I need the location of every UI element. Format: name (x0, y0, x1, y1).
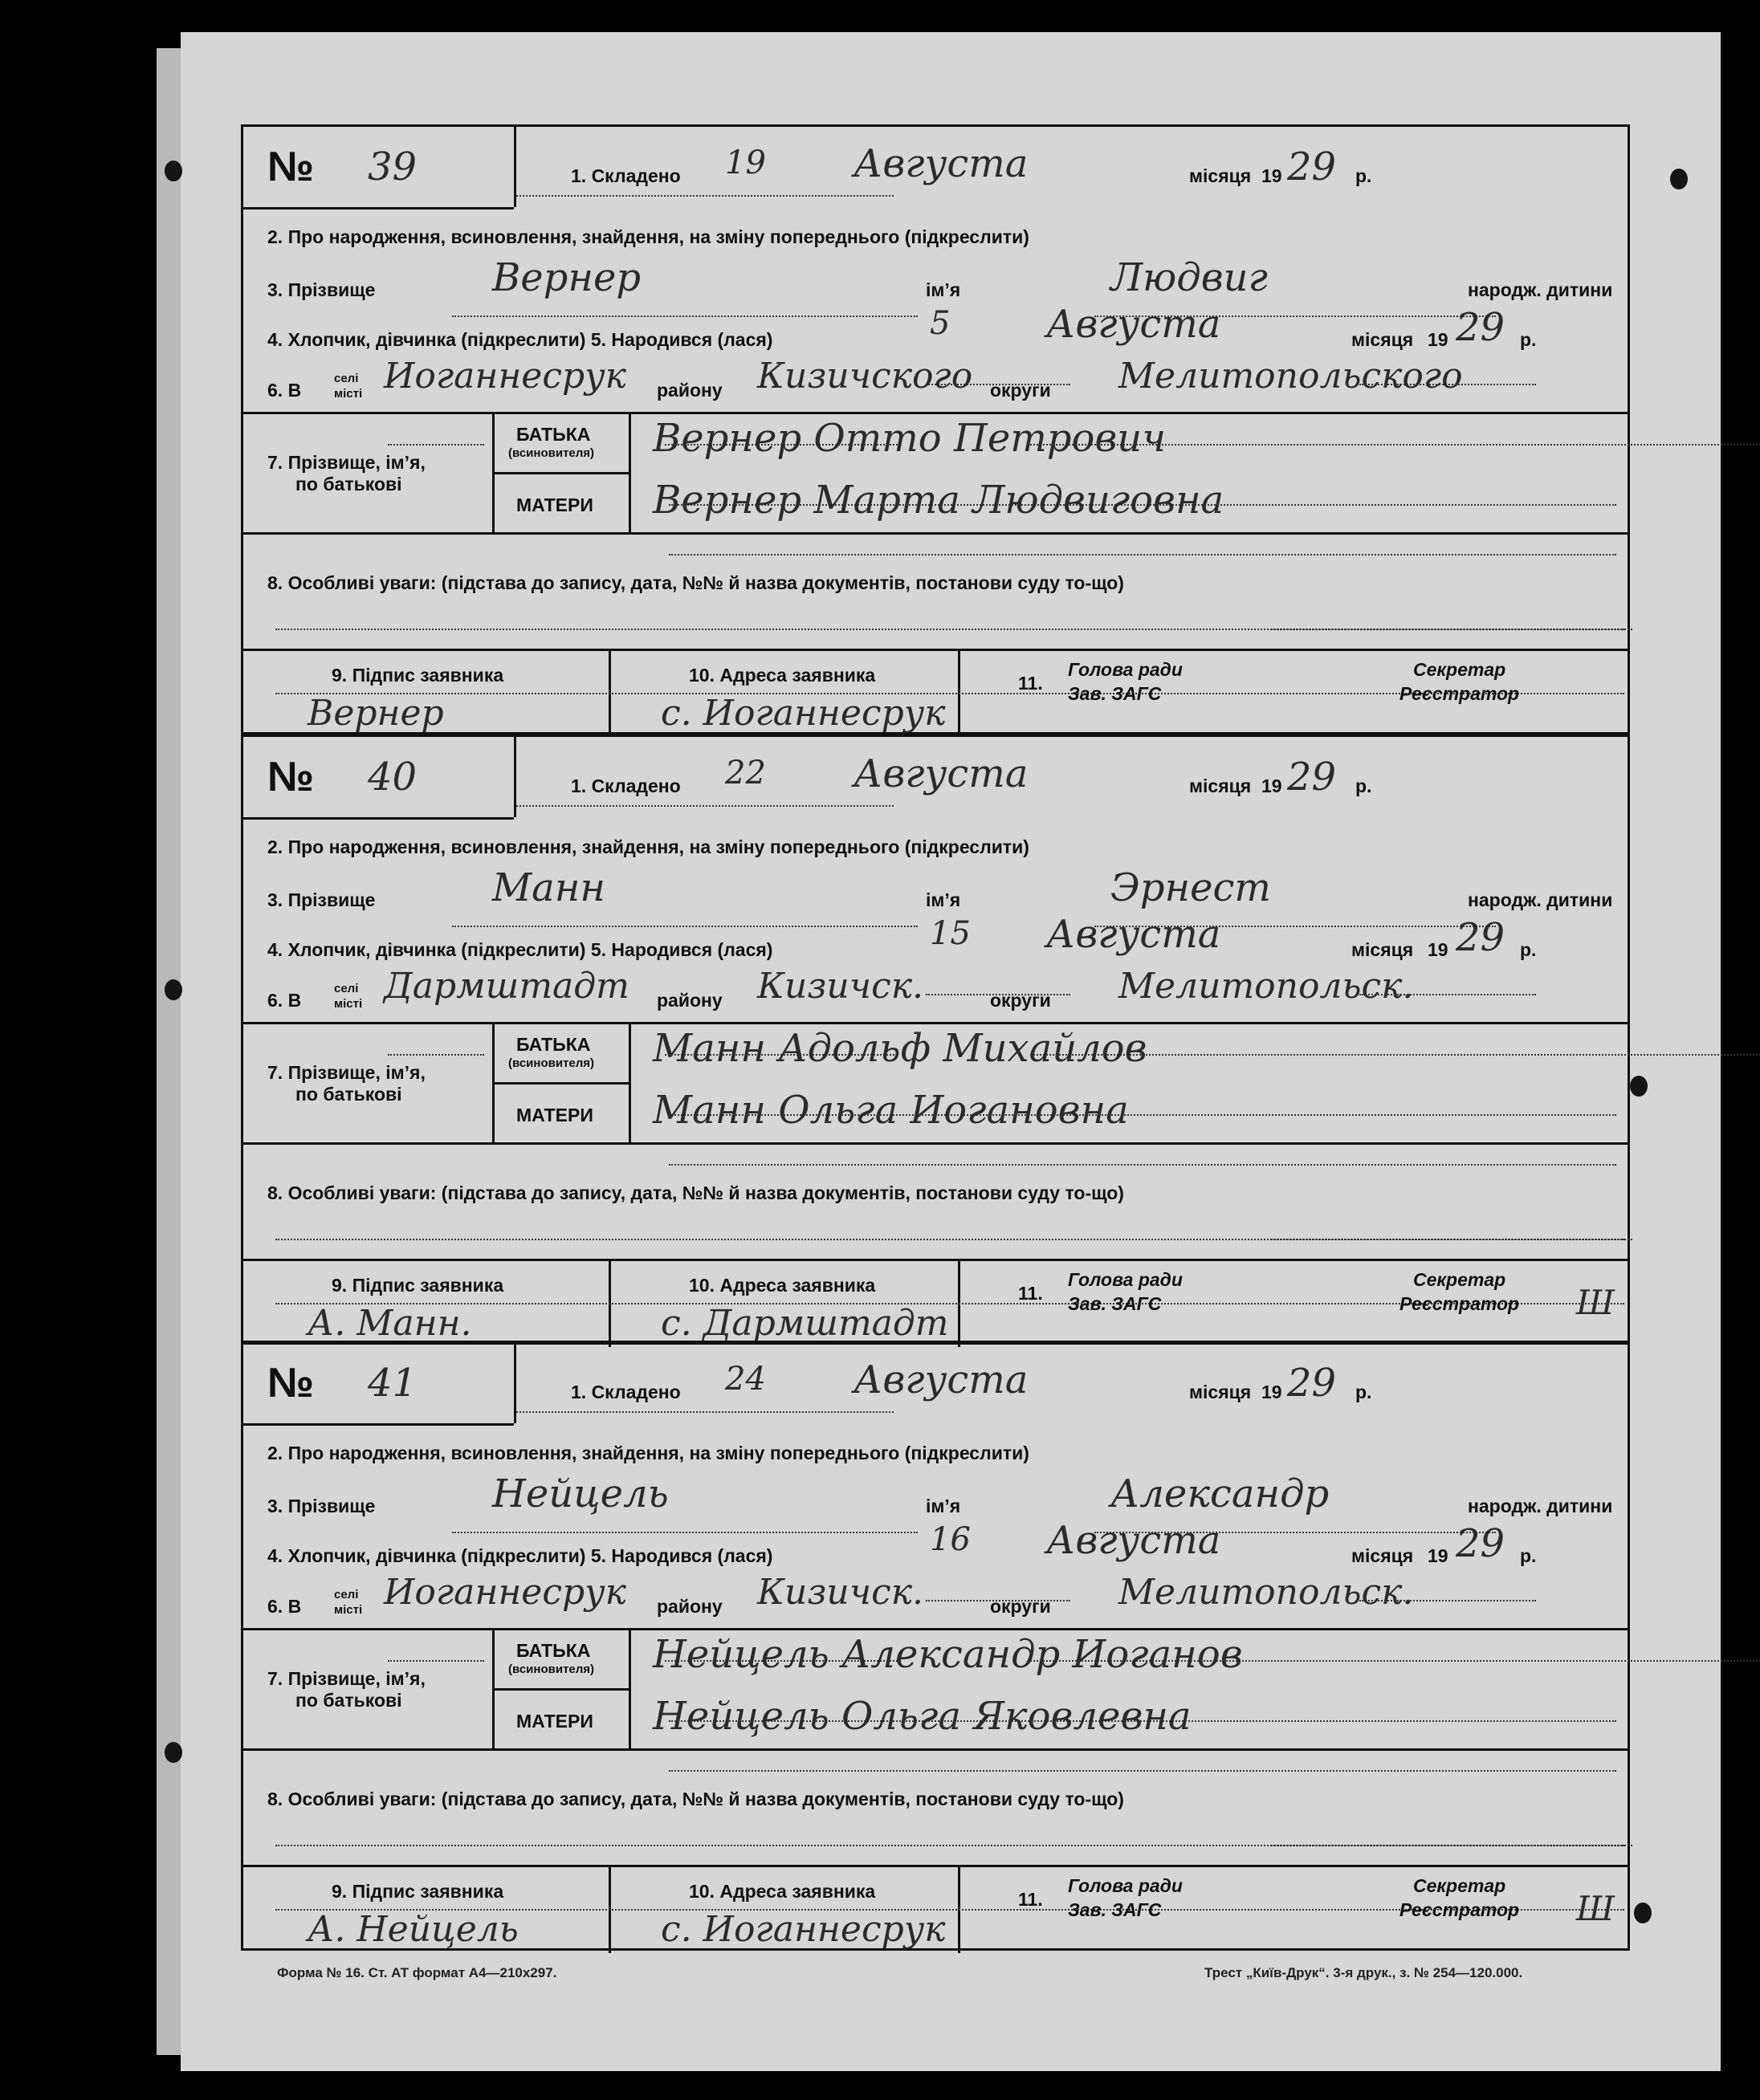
birth-year: 29 (1456, 915, 1505, 960)
year-prefix: 19 (1261, 775, 1282, 796)
section9-top (243, 649, 1628, 651)
record-month: Августа (854, 751, 1029, 796)
birth-year: 29 (1456, 1521, 1505, 1566)
name-label: ім’я (926, 279, 961, 300)
record-year: 29 (1287, 144, 1337, 189)
applicant-address: с. Иоганнесрук (661, 693, 946, 734)
head-label: Голова ради (1068, 1269, 1183, 1290)
okrug-label: округи (990, 380, 1051, 401)
number-cell-bottom (243, 207, 514, 210)
birth-okrug: Мелитопольского (1118, 356, 1463, 397)
month-label: місяця (1189, 775, 1252, 796)
record-year: 29 (1287, 1361, 1337, 1406)
birth-okrug: Мелитопольск. (1118, 1572, 1414, 1613)
applicant-signature: Вернер (308, 693, 444, 734)
field10-label: 10. Адреса заявника (689, 665, 876, 686)
record-block (241, 1341, 1630, 1951)
birth-year-suffix: р. (1520, 1545, 1537, 1566)
registrar-signature: Ш (1576, 1889, 1615, 1928)
registrar-label: Реєстратор (1399, 1293, 1520, 1314)
district-label: району (657, 380, 723, 401)
birth-month: Августа (1046, 1518, 1221, 1563)
field3-label: 3. Прізвище (267, 889, 376, 910)
record-number: 41 (368, 1361, 418, 1406)
field9-label: 9. Підпис заявника (332, 665, 504, 686)
dotted-rule (452, 926, 918, 927)
section7-top (243, 412, 1628, 414)
child-label: народж. дитини (1468, 889, 1613, 910)
adopter-label: (всиновителя) (508, 1056, 595, 1070)
child-name: Людвиг (1110, 255, 1268, 300)
number-cell-bottom (243, 817, 514, 820)
field10-label: 10. Адреса заявника (689, 1275, 876, 1296)
mother-label: МАТЕРИ (516, 1105, 593, 1125)
record-day: 19 (725, 144, 766, 181)
field10-label: 10. Адреса заявника (689, 1881, 876, 1902)
field2-label: 2. Про народження, всиновлення, знайдення, на зміну попереднього (підкреслити) (267, 226, 1029, 247)
month-label-2: місяця (1351, 329, 1414, 350)
field11-label: 11. (1018, 1889, 1043, 1910)
field11-label: 11. (1018, 673, 1043, 694)
city-label: місті (334, 1603, 363, 1617)
birth-year-prefix: 19 (1428, 939, 1448, 960)
dotted-rule (452, 1532, 918, 1533)
district-label: району (657, 1596, 723, 1617)
mother-name: Вернер Марта Людвиговна (653, 478, 1224, 523)
birth-day: 16 (930, 1521, 971, 1558)
punch-hole (1670, 169, 1688, 189)
field6-label: 6. В (267, 990, 302, 1011)
birth-place: Иоганнесрук (384, 356, 626, 397)
punch-hole (1634, 1903, 1652, 1923)
record-block (241, 124, 1630, 735)
birth-year-suffix: р. (1520, 939, 1537, 960)
number-sign: № (267, 754, 314, 800)
birth-okrug: Мелитопольск. (1118, 966, 1414, 1007)
field1-label: 1. Складено (571, 165, 681, 186)
year-prefix: 19 (1261, 165, 1282, 186)
form-footer-left: Форма № 16. Ст. АТ формат А4—210х297. (277, 1965, 557, 1980)
punch-hole (165, 1742, 182, 1763)
field1-label: 1. Складено (571, 1382, 681, 1402)
section7-role-border (629, 1628, 631, 1748)
village-label: селі (334, 1588, 359, 1601)
section7-bottom (243, 532, 1628, 535)
month-label-2: місяця (1351, 1545, 1414, 1566)
secretary-label: Секретар (1413, 659, 1506, 680)
birth-year-prefix: 19 (1428, 1545, 1448, 1566)
name-label: ім’я (926, 889, 961, 910)
applicant-address: с. Дармштадт (661, 1303, 949, 1344)
father-label: БАТЬКА (516, 1034, 591, 1055)
mother-label: МАТЕРИ (516, 1711, 593, 1732)
year-prefix: 19 (1261, 1382, 1282, 1402)
father-name: Вернер Отто Петрович (653, 416, 1167, 461)
field9-label: 9. Підпис заявника (332, 1881, 504, 1902)
district-label: району (657, 990, 723, 1011)
mother-label: МАТЕРИ (516, 494, 593, 515)
section7-role-border (629, 412, 631, 532)
field7-label: 7. Прізвище, ім’я, (267, 452, 426, 473)
birth-place: Дармштадт (384, 966, 629, 1007)
secretary-label: Секретар (1413, 1269, 1506, 1290)
registrar-label: Реєстратор (1399, 1899, 1520, 1920)
dotted-rule (452, 315, 918, 317)
field8-label: 8. Особливі уваги: (підстава до запису, дата, №№ й назва документів, постанови суду то-що) (267, 572, 1124, 593)
record-day: 24 (725, 1361, 766, 1398)
dotted-rule (516, 195, 894, 197)
mother-name: Нейцель Ольга Яковлевна (653, 1694, 1192, 1739)
secretary-label: Секретар (1413, 1875, 1506, 1896)
punch-hole (165, 161, 182, 181)
village-label: селі (334, 982, 359, 995)
birth-month: Августа (1046, 912, 1221, 957)
birth-month: Августа (1046, 302, 1221, 347)
dotted-rule (669, 1770, 1616, 1772)
section7-top (243, 1628, 1628, 1630)
applicant-signature: А. Манн. (308, 1303, 472, 1344)
dotted-rule (388, 1660, 484, 1662)
field4-label: 4. Хлопчик, дівчинка (підкреслити) 5. Народився (лася) (267, 939, 773, 960)
field7b-label: по батькові (295, 474, 402, 494)
dotted-rule (275, 1239, 1624, 1240)
section7-role-border (629, 1022, 631, 1142)
birth-year-prefix: 19 (1428, 329, 1448, 350)
field4-label: 4. Хлопчик, дівчинка (підкреслити) 5. Народився (лася) (267, 329, 773, 350)
field7b-label: по батькові (295, 1690, 402, 1711)
record-month: Августа (854, 1357, 1029, 1402)
field3-label: 3. Прізвище (267, 279, 376, 300)
dotted-rule (275, 1845, 1624, 1846)
city-label: місті (334, 997, 363, 1011)
child-label: народж. дитини (1468, 279, 1613, 300)
village-label: селі (334, 372, 359, 385)
adopter-label: (всиновителя) (508, 1662, 595, 1676)
father-name: Манн Адольф Михайлов (653, 1026, 1147, 1071)
section9-top (243, 1865, 1628, 1867)
field6-label: 6. В (267, 380, 302, 401)
section7-bottom (243, 1748, 1628, 1751)
month-label-2: місяця (1351, 939, 1414, 960)
city-label: місті (334, 387, 363, 401)
child-label: народж. дитини (1468, 1496, 1613, 1516)
registrar-label: Реєстратор (1399, 683, 1520, 704)
field7-label: 7. Прізвище, ім’я, (267, 1062, 426, 1083)
child-surname: Манн (492, 865, 605, 910)
record-year: 29 (1287, 755, 1337, 800)
child-name: Эрнест (1110, 865, 1271, 910)
number-sign: № (267, 144, 314, 190)
field7-label: 7. Прізвище, ім’я, (267, 1668, 426, 1689)
month-label: місяця (1189, 1382, 1252, 1402)
year-suffix: р. (1355, 165, 1372, 186)
number-sign: № (267, 1360, 314, 1406)
field2-label: 2. Про народження, всиновлення, знайдення, на зміну попереднього (підкреслити) (267, 836, 1029, 857)
field2-label: 2. Про народження, всиновлення, знайдення, на зміну попереднього (підкреслити) (267, 1443, 1029, 1463)
applicant-address: с. Иоганнесрук (661, 1909, 946, 1950)
father-name: Нейцель Александр Иоганов (653, 1632, 1243, 1677)
record-month: Августа (854, 141, 1029, 186)
field7b-label: по батькові (295, 1084, 402, 1105)
form-footer-right: Трест „Київ-Друк“. 3-я друк., з. № 254—120.000. (1204, 1965, 1523, 1980)
child-name: Александр (1110, 1471, 1330, 1516)
punch-hole (165, 979, 182, 1000)
name-label: ім’я (926, 1496, 961, 1516)
head-label: Голова ради (1068, 1875, 1183, 1896)
birth-day: 5 (930, 305, 951, 342)
section7-role-split (492, 472, 629, 474)
record-number: 40 (368, 755, 418, 800)
section7-role-split (492, 1082, 629, 1085)
month-label: місяця (1189, 165, 1252, 186)
birth-year-suffix: р. (1520, 329, 1537, 350)
record-day: 22 (725, 755, 766, 792)
head-label: Голова ради (1068, 659, 1183, 680)
father-label: БАТЬКА (516, 1640, 591, 1661)
field11-label: 11. (1018, 1283, 1043, 1304)
record-number: 39 (368, 144, 418, 189)
zags-label: Зав. ЗАГС (1068, 1899, 1162, 1920)
dotted-rule (516, 1411, 894, 1413)
section9-top (243, 1259, 1628, 1261)
dotted-rule (669, 1164, 1616, 1166)
zags-label: Зав. ЗАГС (1068, 683, 1162, 704)
birth-place: Иоганнесрук (384, 1572, 626, 1613)
dotted-rule (669, 554, 1616, 556)
year-suffix: р. (1355, 1382, 1372, 1402)
birth-district: Кизичск. (757, 1572, 924, 1613)
field9-label: 9. Підпис заявника (332, 1275, 504, 1296)
dotted-rule (388, 1054, 484, 1056)
field4-label: 4. Хлопчик, дівчинка (підкреслити) 5. Народився (лася) (267, 1545, 773, 1566)
dotted-rule (275, 629, 1624, 630)
dotted-rule (388, 444, 484, 446)
dotted-rule (516, 805, 894, 807)
section7-role-split (492, 1688, 629, 1691)
record-block (241, 735, 1630, 1345)
child-surname: Вернер (492, 255, 642, 300)
field8-label: 8. Особливі уваги: (підстава до запису, дата, №№ й назва документів, постанови суду то-що) (267, 1789, 1124, 1809)
birth-day: 15 (930, 915, 971, 952)
field6-label: 6. В (267, 1596, 302, 1617)
mother-name: Манн Ольга Иогановна (653, 1088, 1129, 1133)
birth-year: 29 (1456, 305, 1505, 350)
field1-label: 1. Складено (571, 775, 681, 796)
birth-district: Кизичского (757, 356, 973, 397)
adopter-label: (всиновителя) (508, 446, 595, 460)
field8-label: 8. Особливі уваги: (підстава до запису, дата, №№ й назва документів, постанови суду то-що) (267, 1182, 1124, 1203)
section7-bottom (243, 1142, 1628, 1145)
okrug-label: округи (990, 990, 1051, 1011)
registrar-signature: Ш (1576, 1283, 1615, 1322)
punch-hole (1630, 1076, 1648, 1097)
birth-district: Кизичск. (757, 966, 924, 1007)
number-cell-bottom (243, 1423, 514, 1426)
okrug-label: округи (990, 1596, 1051, 1617)
year-suffix: р. (1355, 775, 1372, 796)
field3-label: 3. Прізвище (267, 1496, 376, 1516)
applicant-signature: А. Нейцель (308, 1909, 519, 1950)
section7-top (243, 1022, 1628, 1024)
zags-label: Зав. ЗАГС (1068, 1293, 1162, 1314)
father-label: БАТЬКА (516, 424, 591, 445)
child-surname: Нейцель (492, 1471, 669, 1516)
